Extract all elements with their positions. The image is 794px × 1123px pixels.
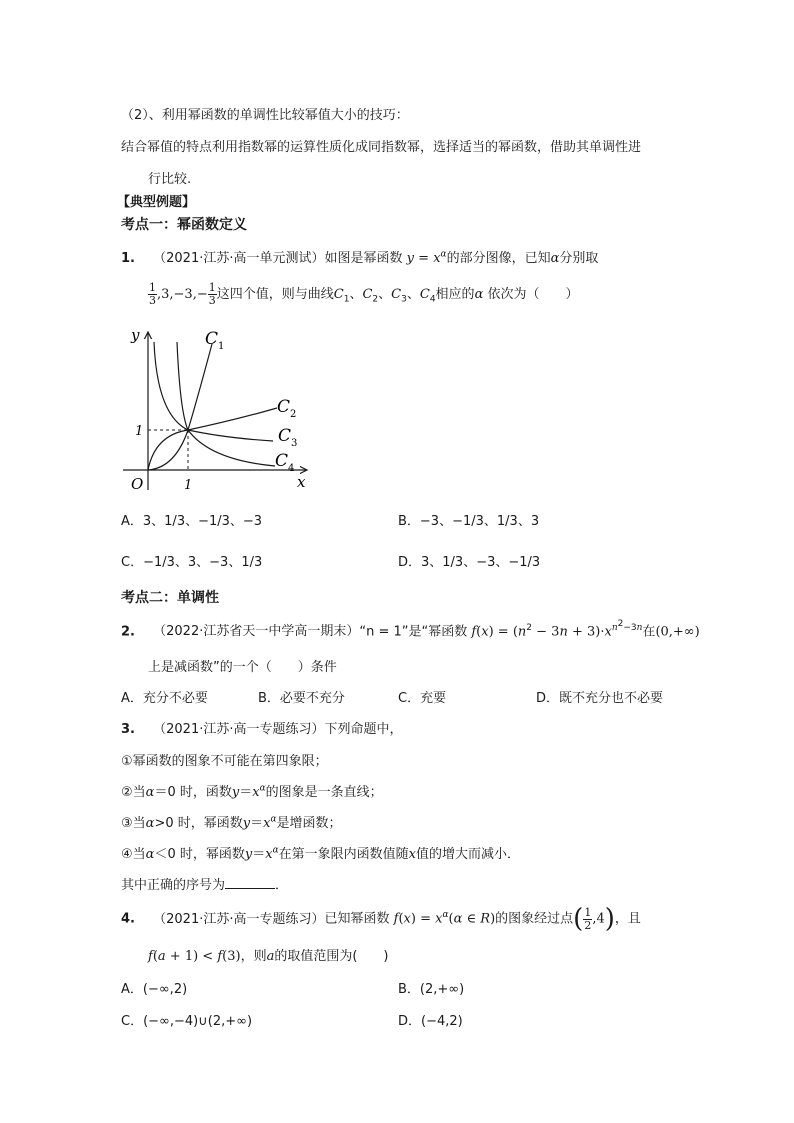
q4-option-a[interactable]: A．(−∞,2) [121, 982, 188, 997]
q1-option-a[interactable] [121, 510, 262, 529]
q2-stem-line1: 2. （2022·江苏省天一中学高一期末）“n = 1”是“幂函数 $f(x) = (n^2 - 3n + 3)\cdot x^{n^2-3n}$在(0,+∞) [121, 619, 700, 640]
q3-source: （2021·江苏·高一专题练习） [153, 722, 325, 737]
curve-c4 [177, 342, 275, 466]
q3-answer-blank[interactable] [225, 876, 275, 889]
power-function-graph [115, 320, 325, 495]
y-axis-label: y [131, 326, 140, 344]
q3-number: 3. [121, 722, 135, 737]
curve-c2-label: $C_2$ [277, 397, 297, 420]
q2-option-a[interactable]: A．充分不必要 [121, 691, 208, 706]
q3-stem-text: 下列命题中， [324, 722, 403, 737]
q3-answer-line: 其中正确的序号为 ． [121, 878, 289, 893]
q2-text-b: 在 [642, 624, 656, 640]
curve-c4-label: $C_4$ [275, 451, 295, 474]
y-tick-label: 1 [135, 424, 144, 439]
q1-number: 1. [121, 251, 135, 266]
curve-c3 [154, 342, 273, 441]
origin-label: O [131, 475, 144, 493]
q4-stem-line2: f(a + 1) < f(3)，则a的取值范围为( ) [148, 949, 389, 964]
q1-text-c: 分别取 [559, 251, 599, 266]
q3-stem [121, 718, 403, 737]
q1-text-a: 如图是幂函数 [324, 251, 403, 266]
q2-option-b[interactable]: B．必要不充分 [258, 691, 345, 706]
q2-option-d[interactable]: D．既不充分也不必要 [536, 691, 664, 706]
q4-source: （2021·江苏·高一专题练习） [153, 911, 325, 927]
x-axis-label: x [297, 473, 306, 491]
q1-stem-line2: $\frac{1}{3}$ ,3,−3,− $\frac{1}{3}$ 这四个值，则与曲线$C_1$、$C_2$、$C_3$、$C_4$相应的α 依次为（ ） [149, 281, 579, 307]
q1-option-d-label: D．3、1/3、−3、−1/3 [398, 555, 541, 570]
q3-proposition-4: ④当α＜0 时，幂函数$y=x^\alpha$在第一象限内函数值随x值的增大而减小． [121, 845, 521, 862]
q4-number: 4. [121, 911, 135, 927]
q3-proposition-2: ②当α＝0 时，函数$y=x^\alpha$的图象是一条直线； [121, 783, 383, 800]
q1-option-d[interactable] [398, 551, 540, 570]
q2-stem-line2: 上是减函数”的一个（ ）条件 [148, 660, 337, 675]
q1-option-b[interactable] [398, 510, 539, 529]
section-title: 【典型例题】 [117, 195, 196, 210]
q1-stem-line1: 1. （2021·江苏·高一单元测试）如图是幂函数 $y = x^\alpha$的部分图像，已知α分别取 [121, 249, 599, 266]
intro-body-line1: 结合幂值的特点利用指数幂的运算性质化成同指数幂，选择适当的幂函数，借助其单调性进 [121, 140, 642, 155]
q1-text-f: 依次为（ ） [487, 287, 579, 302]
q1-option-c-label: C．−1/3、3、−3、1/3 [121, 555, 263, 570]
q3-proposition-1: ①幂函数的图象不可能在第四象限； [121, 754, 328, 769]
q4-option-d[interactable]: D．(−4,2) [398, 1014, 463, 1029]
q1-text-b: 的部分图像，已知 [446, 251, 551, 266]
curve-c1 [148, 344, 212, 470]
q1-text-d: 这四个值，则与曲线 [216, 287, 334, 302]
q1-option-a-label: A．3、1/3、−1/3、−3 [121, 514, 263, 529]
curve-c2 [148, 408, 277, 470]
q2-text-a: “n = 1”是“幂函数 [359, 624, 468, 640]
q1-option-b-label: B．−3、−1/3、1/3、3 [398, 514, 540, 529]
intro-heading: （2）、利用幂函数的单调性比较幂值大小的技巧： [121, 108, 409, 123]
q3-proposition-3: ③当α>0 时，幂函数$y=x^\alpha$是增函数； [121, 814, 342, 831]
curve-c3-label: $C_3$ [278, 426, 298, 449]
kaodian-1-title: 考点一：幂函数定义 [121, 217, 247, 233]
q2-source: （2022·江苏省天一中学高一期末） [153, 624, 360, 640]
q2-option-c[interactable]: C．充要 [398, 691, 447, 706]
q4-stem-line1: 4. （2021·江苏·高一专题练习）已知幂函数 $f(x) = x^\alpha(\alpha$ ∈ R)的图象经过点( $\frac{1}{2}$ ,4)，且 [121, 904, 641, 934]
x-tick-label: 1 [184, 478, 193, 493]
q1-option-c[interactable] [121, 551, 262, 570]
q1-text-e: 相应的 [435, 287, 475, 302]
q1-source: （2021·江苏·高一单元测试） [153, 251, 325, 266]
q4-option-b[interactable]: B．(2,+∞) [398, 982, 465, 997]
q2-number: 2. [121, 624, 135, 640]
intro-body-line2: 行比较. [148, 172, 192, 187]
kaodian-2-title: 考点二：单调性 [121, 590, 219, 606]
q4-option-c[interactable]: C．(−∞,−4)∪(2,+∞) [121, 1014, 253, 1029]
curve-c1-label: $C_1$ [205, 329, 225, 352]
